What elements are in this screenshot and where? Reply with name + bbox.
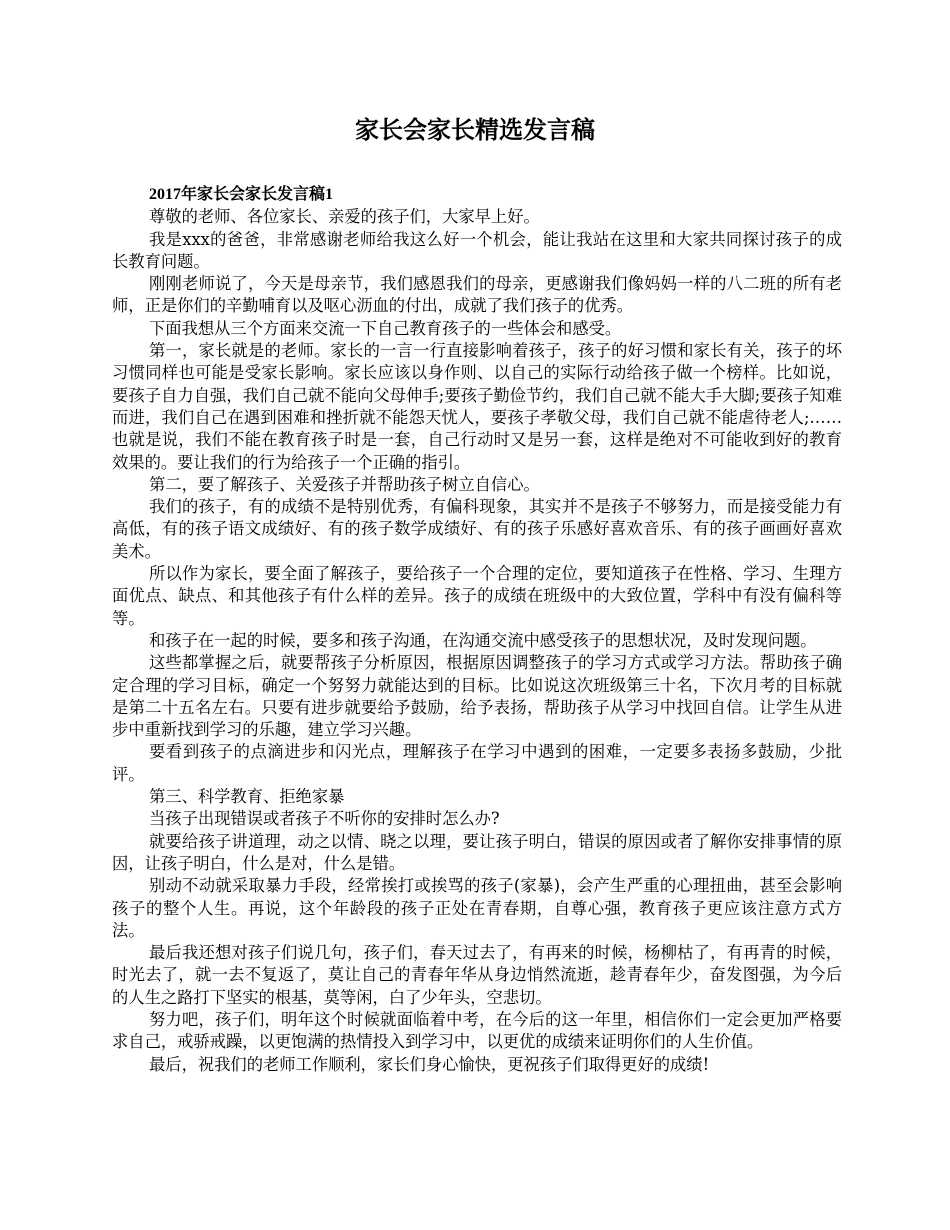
paragraph-point-two-heading: 第二，要了解孩子、关爱孩子并帮助孩子树立自信心。 [149, 474, 540, 494]
paragraph-analyze-goals: 这些都掌握之后，就要帮孩子分析原因，根据原因调整孩子的学习方式或学习方法。帮助孩子确定合理的学习目标，确定一个努努力就能达到的目标。比如说这次班级第三十名，下次月考的目标就是第二十五名左右。只要有进步就要给予鼓励，给予表扬，帮助孩子从学习中找回自信。让学生从进步中重新找到学习的乐趣，建立学习兴趣。 [112, 653, 842, 740]
paragraph-message-to-children: 最后我还想对孩子们说几句，孩子们，春天过去了，有再来的时候，杨柳枯了，有再青的时候，时光去了，就一去不复返了，莫让自己的青春年华从身边悄然流逝，趁青春年少，奋发图强，为今后的人生之路打下坚实的根基，莫等闲，白了少年头，空悲切。 [112, 943, 842, 1007]
document-body [112, 184, 842, 1076]
paragraph-greeting: 尊敬的老师、各位家长、亲爱的孩子们，大家早上好。 [149, 207, 540, 227]
paragraph-reasoning: 就要给孩子讲道理，动之以情、晓之以理，要让孩子明白，错误的原因或者了解你安排事情的原因，让孩子明白，什么是对，什么是错。 [112, 831, 842, 873]
paragraph-work-hard: 努力吧，孩子们，明年这个时候就面临着中考，在今后的这一年里，相信你们一定会更加严格要求自己，戒骄戒躁，以更饱满的热情投入到学习中，以更优的成绩来证明你们的人生价值。 [112, 1009, 842, 1052]
paragraph-no-violence: 别动不动就采取暴力手段，经常挨打或挨骂的孩子(家暴)，会产生严重的心理扭曲，甚至会影响孩子的整个人生。再说，这个年龄段的孩子正处在青春期，自尊心强，教育孩子更应该注意方式方法。 [112, 876, 842, 940]
paragraph-encourage: 要看到孩子的点滴进步和闪光点，理解孩子在学习中遇到的困难，一定要多表扬多鼓励，少批评。 [112, 742, 842, 784]
paragraph-closing: 最后，祝我们的老师工作顺利，家长们身心愉快，更祝孩子们取得更好的成绩! [149, 1054, 710, 1074]
paragraph-question: 当孩子出现错误或者孩子不听你的安排时怎么办? [149, 809, 500, 829]
paragraph-overview: 下面我想从三个方面来交流一下自己教育孩子的一些体会和感受。 [149, 318, 622, 338]
paragraph-children-abilities: 我们的孩子，有的成绩不是特别优秀，有偏科现象，其实并不是孩子不够努力，而是接受能力有高低，有的孩子语文成绩好、有的孩子数学成绩好、有的孩子乐感好喜欢音乐、有的孩子画画好喜欢美术。 [112, 497, 842, 561]
paragraph-communicate: 和孩子在一起的时候，要多和孩子沟通，在沟通交流中感受孩子的思想状况，及时发现问题。 [149, 630, 817, 650]
paragraph-thanks-teachers: 刚刚老师说了，今天是母亲节，我们感恩我们的母亲，更感谢我们像妈妈一样的八二班的所有老师，正是你们的辛勤哺育以及呕心沥血的付出，成就了我们孩子的优秀。 [112, 274, 842, 316]
paragraph-understand-child: 所以作为家长，要全面了解孩子，要给孩子一个合理的定位，要知道孩子在性格、学习、生理方面优点、缺点、和其他孩子有什么样的差异。孩子的成绩在班级中的大致位置，学科中有没有偏科等等。 [112, 564, 842, 628]
section-heading: 2017年家长会家长发言稿1 [149, 186, 334, 203]
document-title: 家长会家长精选发言稿 [355, 115, 595, 144]
paragraph-point-three-heading: 第三、科学教育、拒绝家暴 [149, 787, 345, 807]
paragraph-introduction: 我是xxx的爸爸，非常感谢老师给我这么好一个机会，能让我站在这里和大家共同探讨孩子的成长教育问题。 [112, 229, 842, 271]
paragraph-point-one: 第一，家长就是的老师。家长的一言一行直接影响着孩子，孩子的好习惯和家长有关，孩子的坏习惯同样也可能是受家长影响。家长应该以身作则、以自己的实际行动给孩子做一个榜样。比如说，要孩子自力自强，我们自己就不能向父母伸手;要孩子勤俭节约，我们自己就不能大手大脚;要孩子知难而进，我们自己在遇到困难和挫折就不能怨天忧人，要孩子孝敬父母，我们自己就不能虐待老人;……也就是说，我们不能在教育孩子时是一套，自己行动时又是另一套，这样是绝对不可能收到好的教育效果的。要让我们的行为给孩子一个正确的指引。 [112, 341, 842, 472]
